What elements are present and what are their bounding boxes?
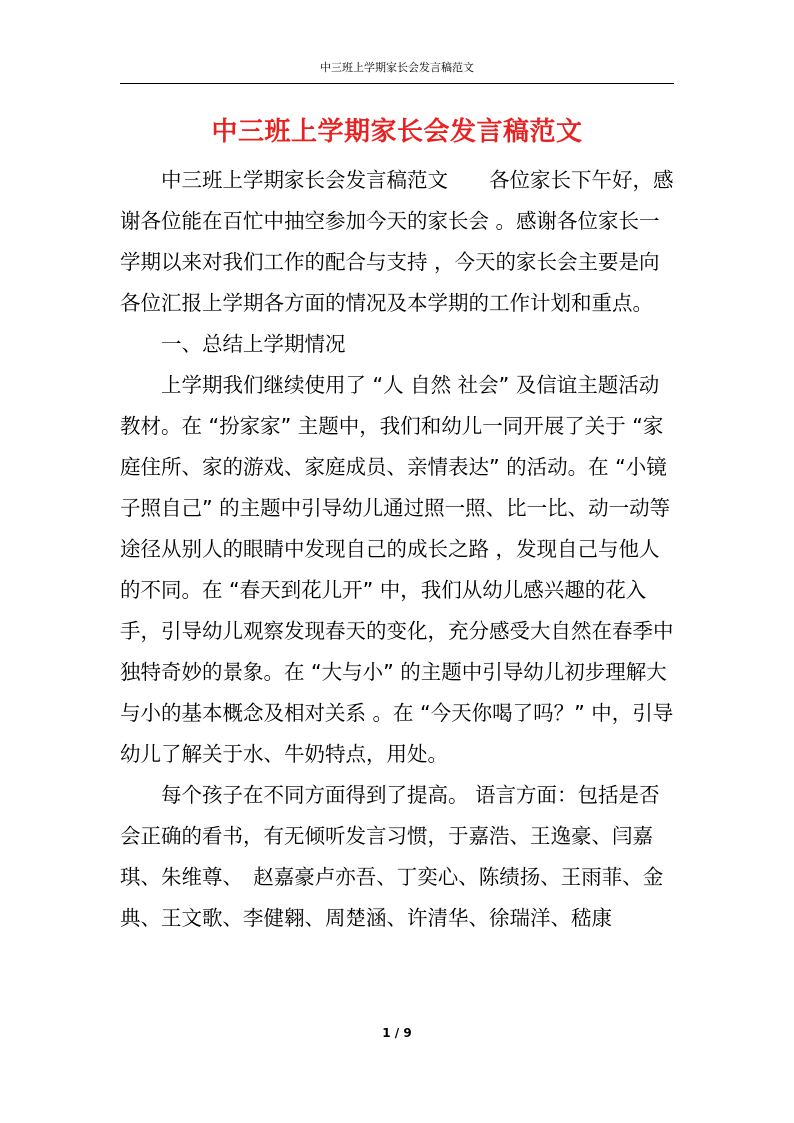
running-header: 中三班上学期家长会发言稿范文 — [320, 61, 474, 74]
paragraph-progress: 每个孩子在不同方面得到了提高。 语言方面：包括是否会正确的看书，有无倾听发言习惯，于嘉浩、王逸豪、闫嘉琪、朱维尊、 赵嘉豪卢亦吾、丁奕心、陈绩扬、王雨菲、金 典、王文歌、李健翱、周楚涵、许清华、徐瑞洋、嵇康 — [120, 783, 684, 930]
paragraph-themes: 上学期我们继续使用了 “人 自然 社会” 及信谊主题活动教材。在 “扮家家” 主题中，我们和幼儿一同开展了关于 “家庭住所、家的游戏、家庭成员、亲情表达” 的活动。在 “小镜子照自己” 的主题中引导幼儿通过照一照、比一比、动一动等途径从别人的眼睛中发现自己的成长之路 ，发现自己与他人的不同。在 “春天到花儿开” 中，我们从幼儿感兴趣的花入手，引导幼儿观察发现春天的变化，充分感受大自然在春季中独特奇妙的景象。在 “大与小” 的主题中引导幼儿初步理解大与小的基本概念及相对关系 。在 “今天你喝了吗？” 中，引导幼儿了解关于水、牛奶特点，用处。 — [120, 373, 674, 766]
page-number: 1 / 9 — [382, 1026, 412, 1040]
header-divider — [120, 83, 674, 84]
document-title: 中三班上学期家长会发言稿范文 — [211, 117, 583, 147]
section-heading: 一、总结上学期情况 — [161, 332, 346, 356]
paragraph-intro: 中三班上学期家长会发言稿范文 各位家长下午好，感谢各位能在百忙中抽空参加今天的家长会 。感谢各位家长一学期以来对我们工作的配合与支持 ，今天的家长会主要是向各位汇报上学期各方面的情况及本学期的工作计划和重点。 — [120, 168, 674, 315]
document-body — [120, 160, 684, 939]
